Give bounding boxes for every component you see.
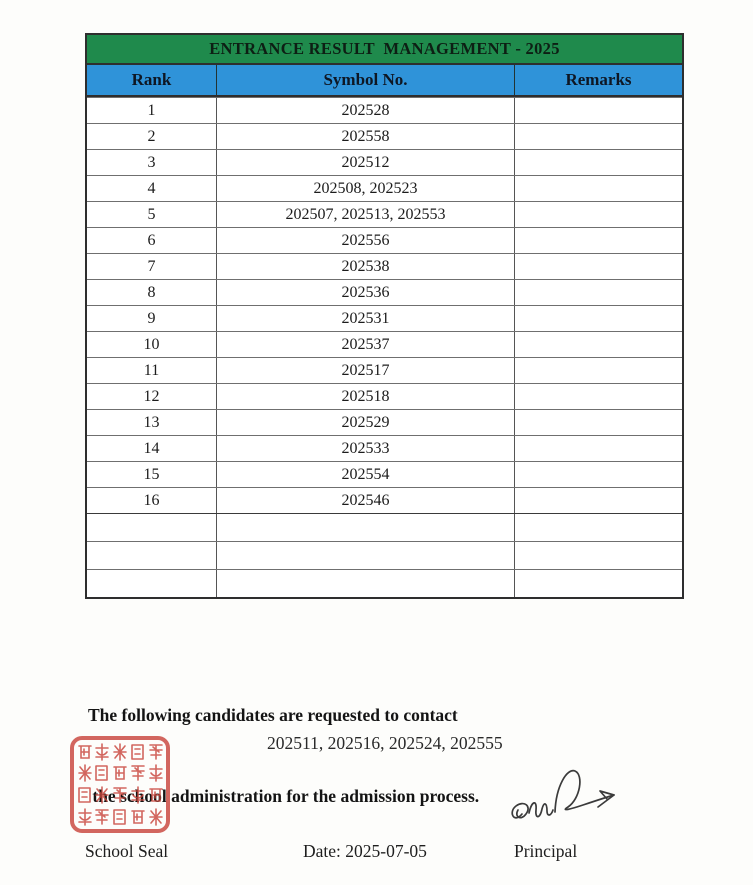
symbol-cell xyxy=(217,570,515,597)
symbol-cell xyxy=(217,542,515,569)
rank-cell: 5 xyxy=(87,202,217,227)
remarks-cell xyxy=(515,436,682,461)
remarks-cell xyxy=(515,124,682,149)
rank-cell: 11 xyxy=(87,358,217,383)
rank-cell: 4 xyxy=(87,176,217,201)
symbol-cell: 202538 xyxy=(217,254,515,279)
column-header-rank: Rank xyxy=(87,65,217,95)
rank-cell: 1 xyxy=(87,98,217,123)
symbol-cell: 202537 xyxy=(217,332,515,357)
remarks-cell xyxy=(515,98,682,123)
symbol-cell: 202507, 202513, 202553 xyxy=(217,202,515,227)
rank-cell: 10 xyxy=(87,332,217,357)
symbol-cell xyxy=(217,514,515,541)
remarks-cell xyxy=(515,254,682,279)
table-row xyxy=(87,331,682,357)
remarks-cell xyxy=(515,332,682,357)
school-seal-stamp-icon xyxy=(69,735,171,834)
remarks-cell xyxy=(515,280,682,305)
symbol-cell: 202533 xyxy=(217,436,515,461)
table-row xyxy=(87,175,682,201)
symbol-cell: 202536 xyxy=(217,280,515,305)
table-row xyxy=(87,279,682,305)
note-line-2: the school administration for the admission process. xyxy=(88,786,480,806)
table-row-empty xyxy=(87,569,682,597)
remarks-cell xyxy=(515,462,682,487)
symbol-cell: 202517 xyxy=(217,358,515,383)
rank-cell: 9 xyxy=(87,306,217,331)
symbol-cell: 202556 xyxy=(217,228,515,253)
symbol-cell: 202529 xyxy=(217,410,515,435)
table-row xyxy=(87,149,682,175)
table-row xyxy=(87,97,682,123)
table-row xyxy=(87,123,682,149)
symbol-cell: 202531 xyxy=(217,306,515,331)
symbol-cell: 202518 xyxy=(217,384,515,409)
contact-symbol-numbers: 202511, 202516, 202524, 202555 xyxy=(267,733,503,753)
symbol-cell: 202528 xyxy=(217,98,515,123)
rank-cell xyxy=(87,570,217,597)
table-row xyxy=(87,435,682,461)
principal-label: Principal xyxy=(514,841,578,861)
entrance-result-table xyxy=(85,33,684,599)
rank-cell: 14 xyxy=(87,436,217,461)
rank-cell: 13 xyxy=(87,410,217,435)
remarks-cell xyxy=(515,358,682,383)
remarks-cell xyxy=(515,570,682,597)
rank-cell xyxy=(87,542,217,569)
column-header-remarks: Remarks xyxy=(565,70,632,89)
remarks-cell xyxy=(515,384,682,409)
remarks-cell xyxy=(515,488,682,513)
remarks-cell xyxy=(515,542,682,569)
table-title: ENTRANCE RESULT MANAGEMENT - 2025 xyxy=(87,35,682,65)
remarks-cell xyxy=(515,176,682,201)
remarks-cell xyxy=(515,410,682,435)
seal-strokes xyxy=(72,738,168,831)
column-header-symbol: Symbol No. xyxy=(217,65,515,95)
table-row xyxy=(87,253,682,279)
table-row xyxy=(87,409,682,435)
rank-cell: 3 xyxy=(87,150,217,175)
rank-cell: 15 xyxy=(87,462,217,487)
symbol-cell: 202554 xyxy=(217,462,515,487)
rank-cell: 12 xyxy=(87,384,217,409)
rank-cell: 6 xyxy=(87,228,217,253)
table-row-empty xyxy=(87,513,682,541)
remarks-cell xyxy=(515,306,682,331)
remarks-cell xyxy=(515,202,682,227)
table-row xyxy=(87,357,682,383)
rank-cell: 16 xyxy=(87,488,217,513)
table-row xyxy=(87,383,682,409)
table-row xyxy=(87,201,682,227)
table-row xyxy=(87,227,682,253)
remarks-cell xyxy=(515,150,682,175)
rank-cell: 2 xyxy=(87,124,217,149)
table-row-empty xyxy=(87,541,682,569)
remarks-cell xyxy=(515,228,682,253)
rank-cell xyxy=(87,514,217,541)
rank-cell: 7 xyxy=(87,254,217,279)
table-row xyxy=(87,487,682,513)
principal-signature-icon xyxy=(508,766,620,834)
date-label: Date: 2025-07-05 xyxy=(303,841,427,861)
symbol-cell: 202546 xyxy=(217,488,515,513)
school-seal-label: School Seal xyxy=(85,841,169,861)
rank-cell: 8 xyxy=(87,280,217,305)
signature-strokes xyxy=(512,771,614,818)
table-row xyxy=(87,461,682,487)
remarks-cell xyxy=(515,514,682,541)
note-line-1: The following candidates are requested to contact xyxy=(88,705,458,725)
symbol-cell: 202512 xyxy=(217,150,515,175)
table-header-row xyxy=(87,65,682,97)
symbol-cell: 202558 xyxy=(217,124,515,149)
table-row xyxy=(87,305,682,331)
symbol-cell: 202508, 202523 xyxy=(217,176,515,201)
